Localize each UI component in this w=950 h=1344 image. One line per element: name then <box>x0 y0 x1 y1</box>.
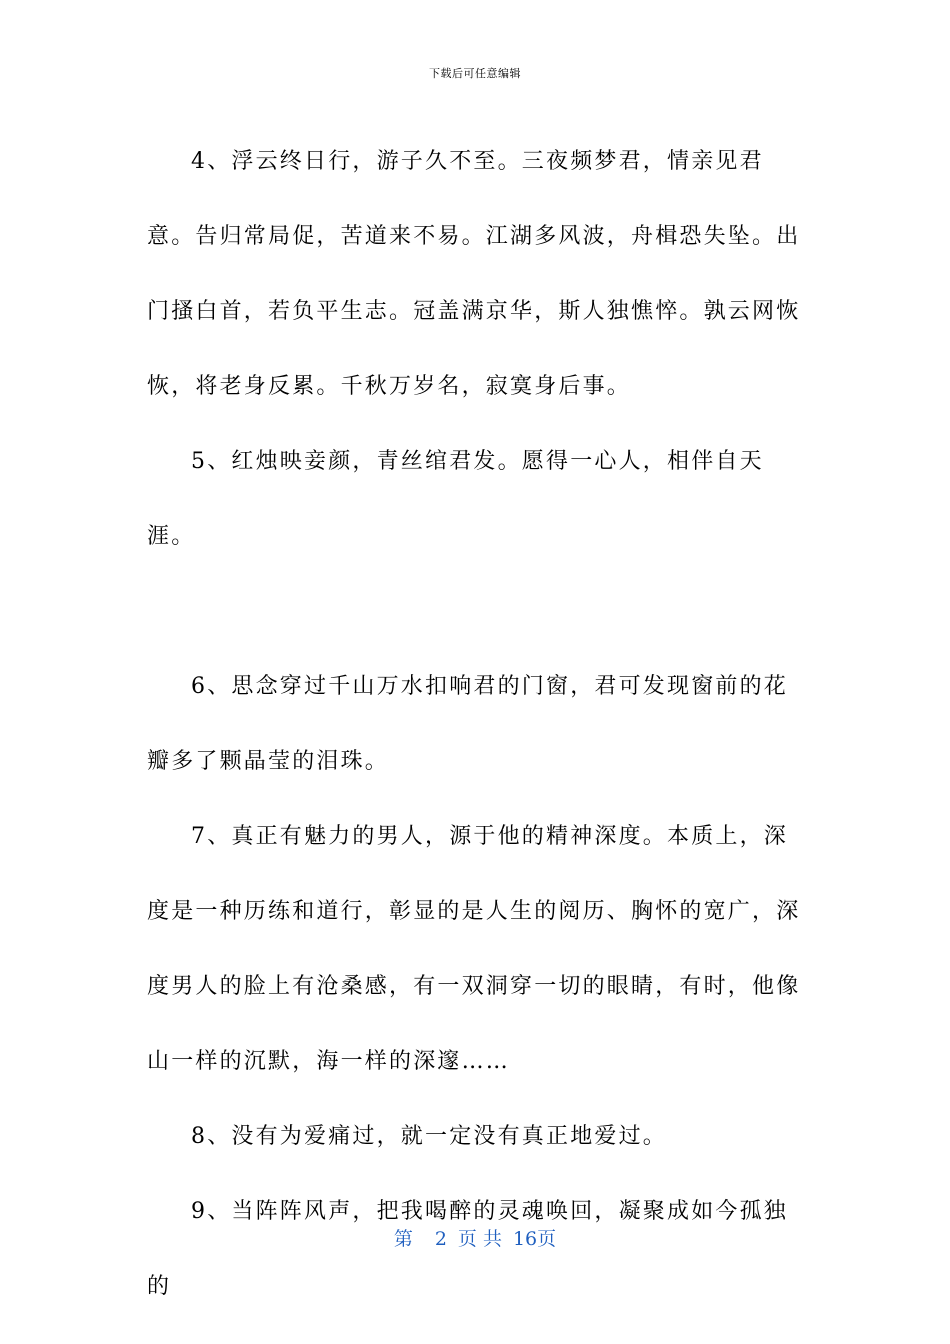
paragraph-9: 9、当阵阵风声，把我喝醉的灵魂唤回，凝聚成如今孤独的 <box>147 1199 788 1299</box>
paragraph-4: 4、浮云终日行，游子久不至。三夜频梦君，情亲见君意。告归常局促，苦道来不易。江湖多风波，舟楫恐失坠。出门搔白首，若负平生志。冠盖满京华，斯人独憔悴。孰云网恢恢，将老身反累。千秋万岁名，寂寞身后事。 <box>147 149 801 399</box>
header-text: 下载后可任意编辑 <box>429 67 521 80</box>
footer-suffix: 页 <box>537 1228 557 1250</box>
document-body <box>147 124 807 1324</box>
paragraph-7: 7、真正有魅力的男人，源于他的精神深度。本质上，深度是一种历练和道行，彰显的是人生的阅历、胸怀的宽广，深度男人的脸上有沧桑感，有一双洞穿一切的眼睛，有时，他像山一样的沉默，海一样的深邃…… <box>147 824 801 1074</box>
page-footer <box>0 1226 950 1252</box>
footer-page-number: 2 <box>434 1228 447 1250</box>
paragraph-5: 5、红烛映妾颜，青丝绾君发。愿得一心人，相伴自天涯。 <box>147 449 764 549</box>
page-header <box>0 66 950 82</box>
paragraph-8: 8、没有为爱痛过，就一定没有真正地爱过。 <box>191 1124 667 1149</box>
footer-total-pages: 16 <box>512 1228 538 1250</box>
footer-middle: 页 共 <box>457 1228 502 1250</box>
paragraph-6: 6、思念穿过千山万水扣响君的门窗，君可发现窗前的花瓣多了颗晶莹的泪珠。 <box>147 674 788 774</box>
footer-prefix: 第 <box>393 1228 413 1250</box>
